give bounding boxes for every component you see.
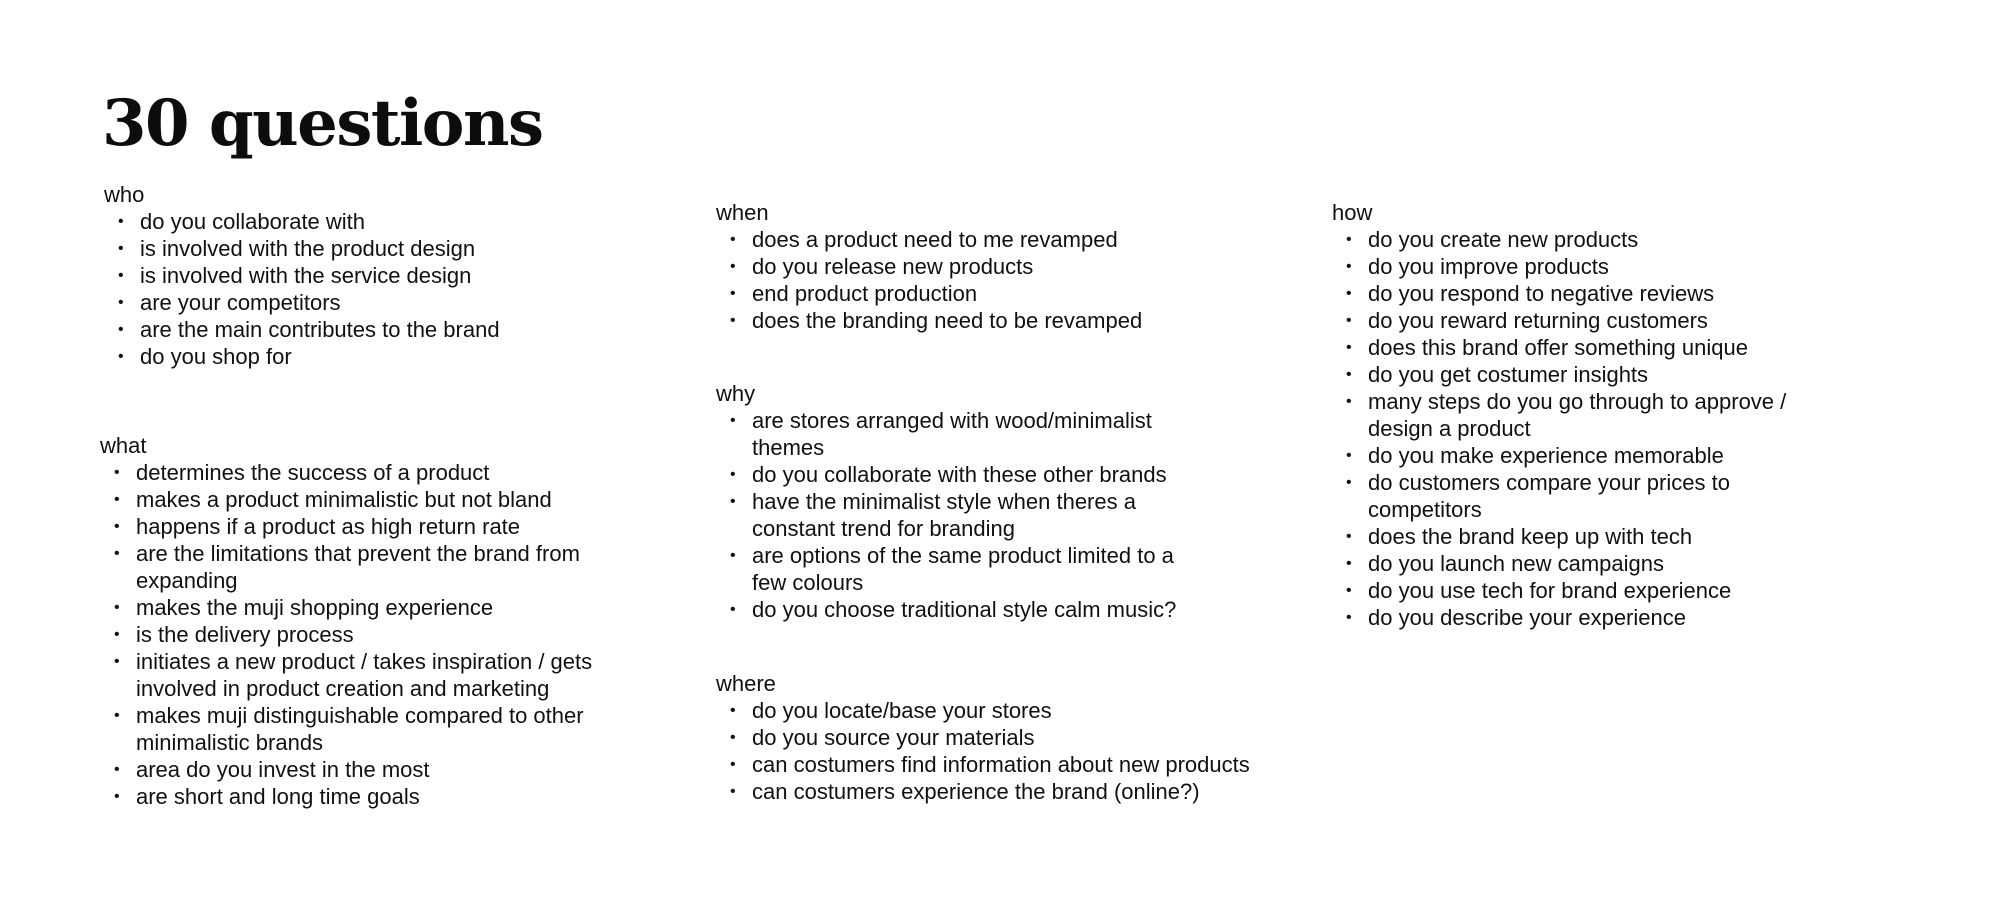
bullet-icon: • — [114, 788, 120, 805]
question-item — [100, 702, 660, 756]
question-text: is the delivery process — [136, 622, 354, 647]
question-text: are options of the same product limited to a few colours — [752, 543, 1174, 595]
question-text: are stores arranged with wood/minimalist themes — [752, 408, 1152, 460]
question-text: do you shop for — [140, 344, 292, 369]
question-text: do you choose traditional style calm music? — [752, 597, 1177, 622]
bullet-icon: • — [114, 626, 120, 643]
bullet-icon: • — [114, 464, 120, 481]
question-item — [716, 724, 1316, 751]
bullet-icon: • — [730, 285, 736, 302]
bullet-icon: • — [730, 493, 736, 510]
question-text: end product production — [752, 281, 978, 306]
bullet-icon: • — [730, 258, 736, 275]
question-item — [716, 407, 1206, 461]
question-item — [104, 262, 664, 289]
question-text: happens if a product as high return rate — [136, 514, 521, 539]
question-text: does the branding need to be revamped — [752, 308, 1143, 333]
question-list — [1332, 226, 1837, 631]
bullet-icon: • — [730, 729, 736, 746]
question-item — [1332, 469, 1837, 523]
question-text: are the limitations that prevent the brand from expanding — [136, 541, 580, 593]
section-heading: where — [716, 671, 776, 696]
question-text: do you improve products — [1368, 254, 1609, 279]
bullet-icon: • — [1346, 366, 1352, 383]
question-item — [716, 307, 1316, 334]
question-text: do you collaborate with these other brands — [752, 462, 1167, 487]
question-text: do you get costumer insights — [1368, 362, 1649, 387]
question-item — [716, 253, 1316, 280]
bullet-icon: • — [730, 466, 736, 483]
question-item — [100, 540, 660, 594]
bullet-icon: • — [730, 547, 736, 564]
question-item — [1332, 442, 1837, 469]
bullet-icon: • — [118, 213, 124, 230]
question-item — [100, 486, 660, 513]
question-text: do you make experience memorable — [1368, 443, 1724, 468]
bullet-icon: • — [730, 601, 736, 618]
question-item — [1332, 604, 1837, 631]
bullet-icon: • — [730, 783, 736, 800]
question-text: do you locate/base your stores — [752, 698, 1052, 723]
bullet-icon: • — [1346, 609, 1352, 626]
question-text: are your competitors — [140, 290, 341, 315]
question-item — [1332, 388, 1837, 442]
question-item — [716, 280, 1316, 307]
bullet-icon: • — [114, 761, 120, 778]
section-heading: when — [716, 200, 769, 225]
section-heading: how — [1332, 200, 1373, 225]
bullet-icon: • — [1346, 474, 1352, 491]
question-list — [100, 459, 660, 810]
question-item — [100, 783, 660, 810]
bullet-icon: • — [730, 312, 736, 329]
section-heading: what — [100, 433, 147, 458]
bullet-icon: • — [114, 653, 120, 670]
question-item — [104, 289, 664, 316]
question-item — [1332, 361, 1837, 388]
bullet-icon: • — [114, 518, 120, 535]
section-what — [100, 432, 660, 810]
question-text: makes muji distinguishable compared to other minimalistic brands — [136, 703, 584, 755]
question-list — [716, 697, 1316, 805]
question-text: does this brand offer something unique — [1368, 335, 1748, 360]
question-item — [100, 594, 660, 621]
question-text: do you source your materials — [752, 725, 1035, 750]
bullet-icon: • — [114, 599, 120, 616]
question-item — [716, 542, 1206, 596]
bullet-icon: • — [1346, 447, 1352, 464]
question-item — [1332, 577, 1837, 604]
question-text: do you release new products — [752, 254, 1034, 279]
section-why — [716, 380, 1236, 623]
section-when — [716, 199, 1316, 334]
question-item — [104, 208, 664, 235]
bullet-icon: • — [730, 412, 736, 429]
question-text: is involved with the service design — [140, 263, 472, 288]
question-text: do you reward returning customers — [1368, 308, 1708, 333]
question-item — [716, 778, 1316, 805]
bullet-icon: • — [114, 545, 120, 562]
question-item — [1332, 280, 1837, 307]
section-how — [1332, 199, 1892, 631]
question-item — [100, 648, 660, 702]
question-item — [716, 226, 1316, 253]
question-item — [1332, 550, 1837, 577]
question-text: can costumers experience the brand (online?) — [752, 779, 1200, 804]
bullet-icon: • — [1346, 285, 1352, 302]
question-text: do you respond to negative reviews — [1368, 281, 1715, 306]
bullet-icon: • — [118, 267, 124, 284]
question-item — [1332, 523, 1837, 550]
question-item — [100, 621, 660, 648]
question-item — [1332, 253, 1837, 280]
question-text: makes the muji shopping experience — [136, 595, 494, 620]
bullet-icon: • — [118, 348, 124, 365]
question-text: do you collaborate with — [140, 209, 366, 234]
question-text: does the brand keep up with tech — [1368, 524, 1693, 549]
question-item — [1332, 226, 1837, 253]
question-item — [716, 488, 1206, 542]
question-text: do you launch new campaigns — [1368, 551, 1664, 576]
bullet-icon: • — [114, 707, 120, 724]
question-item — [716, 596, 1206, 623]
bullet-icon: • — [1346, 258, 1352, 275]
question-text: do customers compare your prices to competitors — [1368, 470, 1730, 522]
section-heading: who — [104, 182, 145, 207]
bullet-icon: • — [1346, 393, 1352, 410]
bullet-icon: • — [1346, 231, 1352, 248]
question-list — [104, 208, 664, 370]
bullet-icon: • — [118, 240, 124, 257]
question-item — [100, 459, 660, 486]
question-text: do you create new products — [1368, 227, 1639, 252]
question-text: many steps do you go through to approve / design a product — [1368, 389, 1787, 441]
section-heading: why — [716, 381, 756, 406]
question-text: are short and long time goals — [136, 784, 420, 809]
bullet-icon: • — [1346, 339, 1352, 356]
question-item — [104, 343, 664, 370]
question-list — [716, 407, 1206, 623]
question-item — [100, 756, 660, 783]
bullet-icon: • — [730, 231, 736, 248]
bullet-icon: • — [114, 491, 120, 508]
question-text: initiates a new product / takes inspiration / gets involved in product creation and marketing — [136, 649, 593, 701]
question-text: have the minimalist style when theres a constant trend for branding — [752, 489, 1136, 541]
question-text: do you use tech for brand experience — [1368, 578, 1732, 603]
bullet-icon: • — [118, 321, 124, 338]
question-item — [1332, 307, 1837, 334]
question-item — [104, 235, 664, 262]
question-text: do you describe your experience — [1368, 605, 1686, 630]
question-text: makes a product minimalistic but not bland — [136, 487, 552, 512]
question-list — [716, 226, 1316, 334]
page-title: 30 questions — [102, 86, 543, 161]
question-item — [1332, 334, 1837, 361]
section-where — [716, 670, 1316, 805]
question-item — [100, 513, 660, 540]
bullet-icon: • — [1346, 582, 1352, 599]
bullet-icon: • — [1346, 528, 1352, 545]
question-text: does a product need to me revamped — [752, 227, 1118, 252]
question-item — [716, 461, 1206, 488]
question-text: are the main contributes to the brand — [140, 317, 500, 342]
bullet-icon: • — [1346, 555, 1352, 572]
section-who — [104, 181, 664, 370]
question-item — [716, 697, 1316, 724]
bullet-icon: • — [730, 756, 736, 773]
bullet-icon: • — [1346, 312, 1352, 329]
question-item — [716, 751, 1316, 778]
question-text: is involved with the product design — [140, 236, 476, 261]
question-item — [104, 316, 664, 343]
bullet-icon: • — [118, 294, 124, 311]
question-text: determines the success of a product — [136, 460, 490, 485]
question-text: can costumers find information about new products — [752, 752, 1250, 777]
question-text: area do you invest in the most — [136, 757, 430, 782]
bullet-icon: • — [730, 702, 736, 719]
